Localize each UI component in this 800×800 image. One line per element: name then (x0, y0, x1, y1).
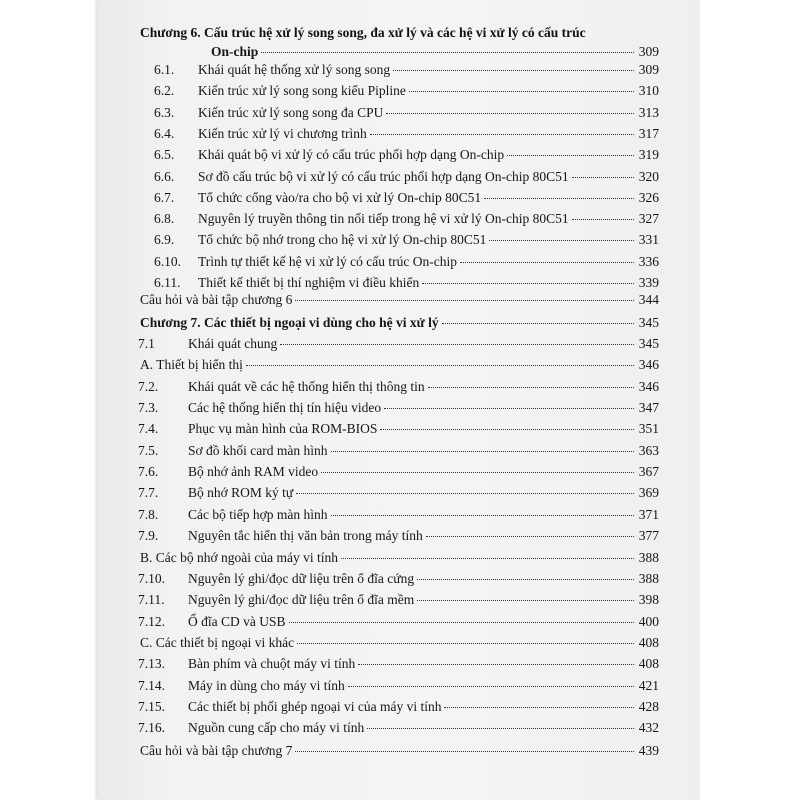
entry-title: C. Các thiết bị ngoại vi khác (140, 634, 295, 650)
page-number: 432 (638, 720, 659, 736)
dot-leader (321, 472, 634, 473)
section-number: 7.11. (138, 592, 165, 608)
page-number: 345 (638, 336, 659, 351)
entry-title: Nguồn cung cấp cho máy vi tính (188, 720, 365, 736)
dot-leader (261, 52, 634, 53)
toc-entry (188, 443, 659, 459)
entry-title: Kiến trúc xử lý song song kiểu Pipline (198, 83, 406, 99)
entry-title: Các bộ tiếp hợp màn hình (188, 506, 328, 522)
toc-entry (188, 464, 659, 480)
toc-entry (198, 211, 659, 227)
toc-entry (198, 83, 659, 99)
dot-leader (409, 91, 634, 92)
page-number: 371 (638, 506, 659, 522)
toc-row (98, 443, 700, 463)
section-number: 7.3. (138, 400, 159, 416)
toc-row (98, 699, 700, 719)
entry-title: Nguyên lý truyền thông tin nối tiếp trong hệ vi xử lý On-chip 80C51 (198, 211, 569, 227)
entry-title: Bàn phím và chuột máy vi tính (188, 656, 356, 672)
dot-leader (297, 643, 634, 644)
section-number: 7.7. (138, 485, 159, 501)
toc-entry (140, 635, 659, 651)
toc-row (98, 126, 700, 146)
section-number: 7.12. (138, 613, 165, 629)
toc-row (98, 656, 700, 676)
toc-entry (188, 421, 659, 437)
chapter-7-review-row (98, 743, 700, 763)
toc-row (98, 62, 700, 82)
toc-entry (188, 507, 659, 523)
section-number: 7.13. (138, 656, 165, 672)
toc-entry (188, 571, 659, 587)
toc-row (98, 379, 700, 399)
page-number: 313 (638, 104, 659, 120)
section-number: 7.6. (138, 464, 159, 480)
section-number: 7.16. (138, 720, 165, 736)
page-number: 408 (638, 656, 659, 672)
toc-entry (188, 379, 659, 395)
entry-title: Nguyên tắc hiển thị văn bản trong máy tính (188, 528, 423, 544)
dot-leader (572, 177, 634, 178)
page-number: 326 (638, 189, 659, 205)
toc-entry (188, 614, 659, 630)
entry-title: Phục vụ màn hình của ROM-BIOS (188, 421, 378, 437)
toc-entry (188, 528, 659, 544)
dot-leader (442, 323, 634, 324)
chapter-6-heading-row (98, 44, 700, 64)
toc-row (98, 254, 700, 274)
page-number: 347 (638, 400, 659, 416)
chapter-6-entry (211, 44, 659, 60)
page-number: 327 (638, 211, 659, 227)
entry-title: Ổ đĩa CD và USB (188, 613, 286, 629)
page-number: 369 (638, 485, 659, 501)
dot-leader (460, 262, 634, 263)
chapter-7-entry (140, 315, 659, 331)
review-entry (140, 743, 659, 759)
page-number: 336 (638, 253, 659, 269)
dot-leader (386, 113, 634, 114)
dot-leader (370, 134, 634, 135)
toc-row (98, 550, 700, 570)
page-number: 351 (638, 421, 659, 437)
entry-title: Khái quát chung (188, 336, 278, 351)
entry-title: Thiết kế thiết bị thí nghiệm vi điều khiển (198, 275, 420, 290)
toc-row (98, 169, 700, 189)
review-title: Câu hỏi và bài tập chương 6 (140, 292, 293, 307)
toc-row (98, 336, 700, 356)
toc-entry (198, 147, 659, 163)
dot-leader (289, 622, 635, 623)
toc-entry (188, 720, 659, 736)
toc-row (98, 528, 700, 548)
toc-entry (198, 105, 659, 121)
dot-leader (367, 728, 634, 729)
dot-leader (331, 451, 635, 452)
dot-leader (280, 344, 634, 345)
dot-leader (393, 70, 634, 71)
toc-row (98, 485, 700, 505)
toc-row (98, 678, 700, 698)
section-number: 6.1. (154, 62, 175, 77)
section-number: 6.11. (154, 275, 181, 290)
chapter-7-heading-row (98, 315, 700, 335)
dot-leader (384, 408, 634, 409)
entry-title: Khái quát hệ thống xử lý song song (198, 62, 391, 77)
entry-title: Kiến trúc xử lý vi chương trình (198, 125, 367, 141)
toc-entry (198, 232, 659, 248)
entry-title: Các hệ thống hiển thị tín hiệu video (188, 400, 382, 416)
page-number: 344 (638, 292, 659, 307)
entry-title: Tổ chức cổng vào/ra cho bộ vi xử lý On-chip 80C51 (198, 189, 482, 205)
page-number: 309 (638, 62, 659, 77)
page-number: 317 (638, 125, 659, 141)
entry-title: Sơ đồ cấu trúc bộ vi xử lý có cấu trúc phối hợp dạng On-chip 80C51 (198, 168, 569, 184)
page-number: 310 (638, 83, 659, 99)
entry-title: B. Các bộ nhớ ngoài của máy vi tính (140, 549, 338, 565)
entry-title: Kiến trúc xử lý song song đa CPU (198, 104, 384, 120)
entry-title: Trình tự thiết kế hệ vi xử lý có cấu trúc On-chip (198, 253, 457, 269)
dot-leader (444, 707, 634, 708)
chapter-6-title-line1: Chương 6. Cấu trúc hệ xử lý song song, đa xử lý và các hệ vi xử lý có cấu trúc (140, 25, 586, 40)
page-number: 319 (638, 147, 659, 163)
page-number: 309 (638, 44, 659, 59)
section-number: 6.9. (154, 232, 175, 248)
dot-leader (417, 600, 634, 601)
toc-entry (188, 699, 659, 715)
section-number: 7.4. (138, 421, 159, 437)
section-number: 6.8. (154, 211, 175, 227)
toc-row (98, 635, 700, 655)
dot-leader (358, 664, 634, 665)
page-number: 408 (638, 634, 659, 650)
review-title: Câu hỏi và bài tập chương 7 (140, 743, 293, 758)
page-number: 421 (638, 677, 659, 693)
entry-title: Máy in dùng cho máy vi tính (188, 677, 345, 693)
page-number: 320 (638, 168, 659, 184)
toc-row (98, 105, 700, 125)
entry-title: Tổ chức bộ nhớ trong cho hệ vi xử lý On-chip 80C51 (198, 232, 487, 248)
page-number: 398 (638, 592, 659, 608)
section-number: 7.5. (138, 442, 159, 458)
dot-leader (489, 240, 634, 241)
section-number: 6.2. (154, 83, 175, 99)
entry-title: Bộ nhớ ảnh RAM video (188, 464, 319, 480)
dot-leader (507, 155, 634, 156)
section-number: 6.4. (154, 125, 175, 141)
toc-row (98, 232, 700, 252)
toc-row (98, 614, 700, 634)
entry-title: Nguyên lý ghi/đọc dữ liệu trên ổ đĩa cứng (188, 570, 415, 586)
page-number: 400 (638, 613, 659, 629)
toc-row (98, 720, 700, 740)
dot-leader (295, 751, 634, 752)
dot-leader (296, 493, 634, 494)
toc-entry (198, 169, 659, 185)
review-entry (140, 292, 659, 308)
dot-leader (246, 365, 634, 366)
entry-title: Khái quát về các hệ thống hiển thị thông tin (188, 378, 425, 394)
page-number: 331 (638, 232, 659, 248)
section-number: 7.15. (138, 698, 165, 714)
dot-leader (380, 429, 634, 430)
entry-title: Sơ đồ khối card màn hình (188, 442, 328, 458)
page-number: 439 (638, 743, 659, 758)
toc-entry (188, 656, 659, 672)
toc-row (98, 421, 700, 441)
section-number: 7.10. (138, 570, 165, 586)
page-number: 346 (638, 357, 659, 373)
toc-entry (198, 254, 659, 270)
toc-row (98, 507, 700, 527)
page-number: 345 (638, 315, 659, 330)
entry-title: Nguyên lý ghi/đọc dữ liệu trên ổ đĩa mềm (188, 592, 415, 608)
dot-leader (572, 219, 634, 220)
entry-title: Các thiết bị phối ghép ngoại vi của máy vi tính (188, 698, 442, 714)
toc-entry (198, 62, 659, 78)
page-number: 377 (638, 528, 659, 544)
page-number: 388 (638, 549, 659, 565)
dot-leader (484, 198, 634, 199)
section-number: 7.2. (138, 378, 159, 394)
chapter-6-title-line2: On-chip (211, 44, 259, 59)
chapter-7-title: Chương 7. Các thiết bị ngoại vi dùng cho hệ vi xử lý (140, 315, 439, 330)
section-number: 6.10. (154, 253, 181, 269)
page-number: 346 (638, 378, 659, 394)
toc-row (98, 400, 700, 420)
toc-row (98, 571, 700, 591)
toc-entry (198, 126, 659, 142)
toc-row (98, 357, 700, 377)
toc-entry (188, 485, 659, 501)
dot-leader (417, 579, 634, 580)
toc-entry (198, 275, 659, 291)
page-number: 363 (638, 442, 659, 458)
toc-row (98, 211, 700, 231)
toc-entry (198, 190, 659, 206)
page-number: 339 (638, 275, 659, 290)
table-of-contents (98, 0, 700, 800)
page-number: 428 (638, 698, 659, 714)
toc-row (98, 190, 700, 210)
dot-leader (341, 558, 634, 559)
section-number: 7.9. (138, 528, 159, 544)
toc-entry (188, 400, 659, 416)
section-number: 6.3. (154, 104, 175, 120)
toc-row (98, 83, 700, 103)
toc-entry (188, 592, 659, 608)
entry-title: Khái quát bộ vi xử lý có cấu trúc phối hợp dạng On-chip (198, 147, 505, 163)
toc-entry (188, 678, 659, 694)
dot-leader (422, 283, 634, 284)
entry-title: Bộ nhớ ROM ký tự (188, 485, 294, 501)
section-number: 7.1 (138, 336, 155, 351)
chapter-6-review-row (98, 292, 700, 312)
toc-entry (140, 550, 659, 566)
page-number: 367 (638, 464, 659, 480)
section-number: 7.8. (138, 506, 159, 522)
dot-leader (348, 686, 634, 687)
entry-title: A. Thiết bị hiển thị (140, 357, 243, 373)
toc-row (98, 464, 700, 484)
section-number: 6.7. (154, 189, 175, 205)
section-number: 7.14. (138, 677, 165, 693)
dot-leader (331, 515, 635, 516)
section-number: 6.5. (154, 147, 175, 163)
dot-leader (295, 300, 634, 301)
section-number: 6.6. (154, 168, 175, 184)
toc-entry (140, 357, 659, 373)
toc-entry (188, 336, 659, 352)
toc-row (98, 592, 700, 612)
page-number: 388 (638, 570, 659, 586)
toc-row (98, 147, 700, 167)
dot-leader (426, 536, 634, 537)
dot-leader (428, 387, 634, 388)
book-page (98, 0, 700, 800)
